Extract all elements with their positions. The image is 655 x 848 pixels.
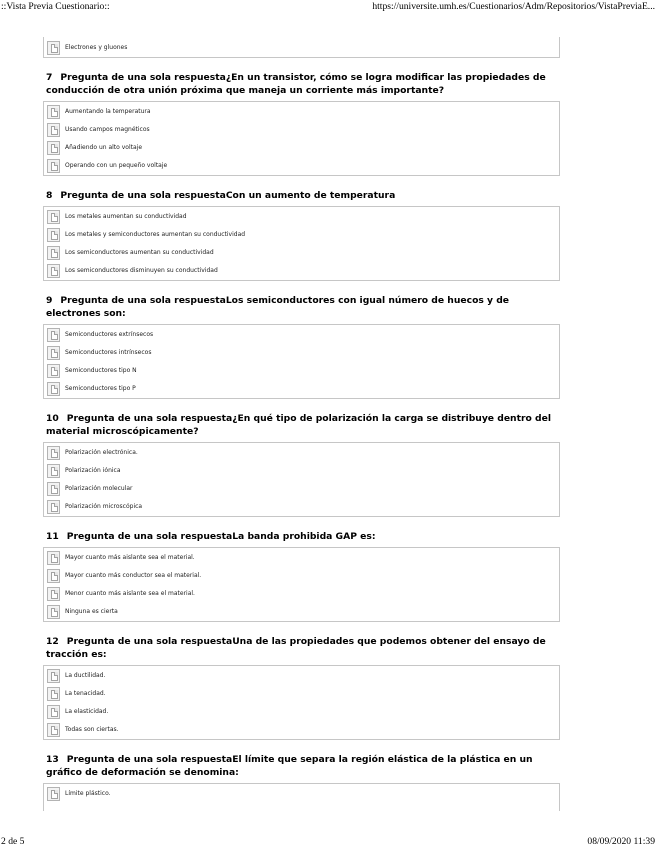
answer-option-text: Semiconductores tipo N xyxy=(65,367,137,374)
answer-option[interactable] xyxy=(44,462,559,480)
checkbox-icon xyxy=(47,500,60,514)
answer-option-text: La tenacidad. xyxy=(65,690,106,697)
answer-list xyxy=(43,547,560,622)
answer-list-continued xyxy=(43,37,560,58)
answer-option[interactable] xyxy=(44,208,559,226)
answer-option[interactable] xyxy=(44,103,559,121)
answer-option-text: Polarización iónica xyxy=(65,467,121,474)
answer-option-text: Los metales aumentan su conductividad xyxy=(65,213,187,220)
question-number: 9 xyxy=(46,295,53,306)
checkbox-icon xyxy=(47,669,60,683)
question-text: La banda prohibida GAP es: xyxy=(232,531,376,542)
answer-option[interactable] xyxy=(44,685,559,703)
answer-option[interactable] xyxy=(44,498,559,516)
quiz-content xyxy=(43,37,560,811)
answer-option[interactable] xyxy=(44,703,559,721)
question-8 xyxy=(43,189,560,281)
answer-list xyxy=(43,442,560,517)
question-type: Pregunta de una sola respuesta xyxy=(60,295,226,306)
checkbox-icon xyxy=(47,705,60,719)
answer-option-text: Polarización electrónica. xyxy=(65,449,138,456)
answer-option[interactable] xyxy=(44,667,559,685)
print-header xyxy=(0,0,655,13)
question-heading xyxy=(43,71,560,97)
answer-option-text: Electrones y gluones xyxy=(65,44,128,51)
answer-option[interactable] xyxy=(44,480,559,498)
checkbox-icon xyxy=(47,346,60,360)
answer-option-text: Añadiendo un alto voltaje xyxy=(65,144,143,151)
answer-option[interactable] xyxy=(44,721,559,739)
answer-option-text: Semiconductores tipo P xyxy=(65,385,136,392)
question-text: ¿En un transistor, cómo se logra modificar las propiedades de conducción de otra unión próxima que maneja un corriente más importante? xyxy=(46,72,546,96)
answer-option[interactable] xyxy=(44,603,559,621)
question-number: 10 xyxy=(46,413,59,424)
question-heading xyxy=(43,189,560,202)
answer-option[interactable] xyxy=(44,157,559,175)
checkbox-icon xyxy=(47,105,60,119)
answer-option-text: Ninguna es cierta xyxy=(65,608,118,615)
answer-list xyxy=(43,783,560,811)
checkbox-icon xyxy=(47,787,60,801)
answer-option[interactable] xyxy=(44,39,559,57)
checkbox-icon xyxy=(47,382,60,396)
question-7 xyxy=(43,71,560,176)
checkbox-icon xyxy=(47,328,60,342)
question-9 xyxy=(43,294,560,399)
answer-option[interactable] xyxy=(44,262,559,280)
answer-option[interactable] xyxy=(44,139,559,157)
question-number: 7 xyxy=(46,72,53,83)
answer-option-text: Los semiconductores aumentan su conductividad xyxy=(65,249,214,256)
answer-option[interactable] xyxy=(44,785,559,803)
answer-option[interactable] xyxy=(44,244,559,262)
checkbox-icon xyxy=(47,159,60,173)
question-text: ¿En qué tipo de polarización la carga se distribuye dentro del material microscópicamente? xyxy=(46,413,551,437)
print-datetime: 08/09/2020 11:39 xyxy=(587,836,655,847)
question-type: Pregunta de una sola respuesta xyxy=(66,413,233,424)
question-type: Pregunta de una sola respuesta xyxy=(60,72,226,83)
answer-option-text: Los metales y semiconductores aumentan su conductividad xyxy=(65,231,246,238)
answer-option[interactable] xyxy=(44,226,559,244)
answer-option[interactable] xyxy=(44,121,559,139)
checkbox-icon xyxy=(47,687,60,701)
checkbox-icon xyxy=(47,605,60,619)
question-number: 12 xyxy=(46,636,59,647)
answer-option-text: Semiconductores intrínsecos xyxy=(65,349,152,356)
question-heading xyxy=(43,530,560,543)
answer-list xyxy=(43,324,560,399)
answer-option-text: Menor cuanto más aislante sea el material. xyxy=(65,590,195,597)
answer-option-text: Polarización microscópica xyxy=(65,503,143,510)
checkbox-icon xyxy=(47,723,60,737)
checkbox-icon xyxy=(47,41,60,55)
question-type: Pregunta de una sola respuesta xyxy=(66,754,233,765)
answer-option[interactable] xyxy=(44,344,559,362)
answer-option-text: Operando con un pequeño voltaje xyxy=(65,162,168,169)
answer-option[interactable] xyxy=(44,444,559,462)
checkbox-icon xyxy=(47,569,60,583)
question-13 xyxy=(43,753,560,811)
answer-option-text: Polarización molecular xyxy=(65,485,133,492)
answer-option-text: Límite plástico. xyxy=(65,790,111,797)
answer-option[interactable] xyxy=(44,585,559,603)
checkbox-icon xyxy=(47,446,60,460)
checkbox-icon xyxy=(47,551,60,565)
checkbox-icon xyxy=(47,228,60,242)
checkbox-icon xyxy=(47,264,60,278)
question-text: Una de las propiedades que podemos obtener del ensayo de tracción es: xyxy=(46,636,546,660)
answer-option-text: Mayor cuanto más conductor sea el material. xyxy=(65,572,202,579)
answer-option[interactable] xyxy=(44,326,559,344)
question-type: Pregunta de una sola respuesta xyxy=(66,636,233,647)
print-header-title: ::Vista Previa Cuestionario:: xyxy=(1,1,110,12)
question-text: El límite que separa la región elástica de la plástica en un gráfico de deformación se denomina: xyxy=(46,754,533,778)
checkbox-icon xyxy=(47,141,60,155)
answer-option-text: Los semiconductores disminuyen su conductividad xyxy=(65,267,218,274)
answer-option[interactable] xyxy=(44,567,559,585)
answer-option-text: Usando campos magnéticos xyxy=(65,126,150,133)
answer-option[interactable] xyxy=(44,549,559,567)
question-11 xyxy=(43,530,560,622)
answer-option-text: Semiconductores extrínsecos xyxy=(65,331,154,338)
answer-option-text: Aumentando la temperatura xyxy=(65,108,151,115)
answer-list xyxy=(43,206,560,281)
answer-option-text: Mayor cuanto más aislante sea el material. xyxy=(65,554,195,561)
question-number: 11 xyxy=(46,531,59,542)
question-number: 13 xyxy=(46,754,59,765)
checkbox-icon xyxy=(47,464,60,478)
question-text: Con un aumento de temperatura xyxy=(225,190,396,201)
checkbox-icon xyxy=(47,482,60,496)
question-type: Pregunta de una sola respuesta xyxy=(60,190,226,201)
answer-option[interactable] xyxy=(44,362,559,380)
checkbox-icon xyxy=(47,123,60,137)
question-type: Pregunta de una sola respuesta xyxy=(66,531,233,542)
checkbox-icon xyxy=(47,587,60,601)
checkbox-icon xyxy=(47,246,60,260)
question-text: Los semiconductores con igual número de huecos y de electrones son: xyxy=(46,295,510,319)
question-heading xyxy=(43,753,560,779)
question-10 xyxy=(43,412,560,517)
question-12 xyxy=(43,635,560,740)
page-counter: 2 de 5 xyxy=(1,836,25,847)
checkbox-icon xyxy=(47,210,60,224)
answer-list xyxy=(43,101,560,176)
checkbox-icon xyxy=(47,364,60,378)
question-heading xyxy=(43,412,560,438)
question-heading xyxy=(43,294,560,320)
question-heading xyxy=(43,635,560,661)
question-number: 8 xyxy=(46,190,53,201)
answer-option-text: Todas son ciertas. xyxy=(65,726,119,733)
print-header-url: https://universite.umh.es/Cuestionarios/Adm/Repositorios/VistaPreviaE... xyxy=(372,1,655,12)
answer-option-text: La elasticidad. xyxy=(65,708,109,715)
answer-option[interactable] xyxy=(44,380,559,398)
answer-option-text: La ductilidad. xyxy=(65,672,106,679)
print-footer xyxy=(0,836,655,848)
answer-list xyxy=(43,665,560,740)
